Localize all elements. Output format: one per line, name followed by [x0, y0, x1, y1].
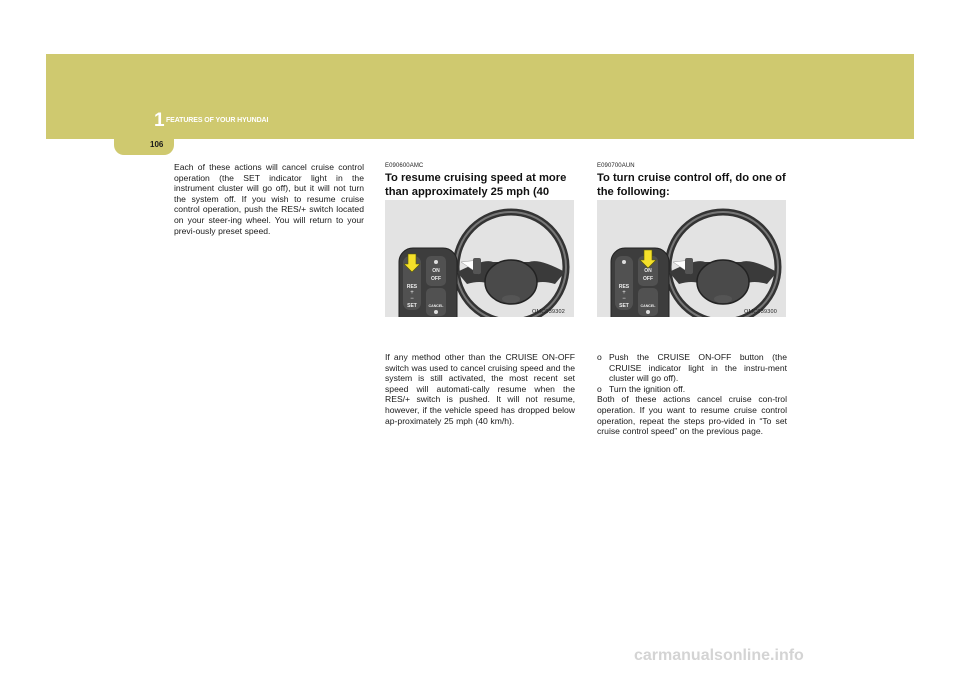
list-item	[597, 384, 787, 395]
plus-label: +	[410, 290, 414, 296]
resume-paragraph: If any method other than the CRUISE ON-OFF switch was used to cancel cruising speed and the system is still activated, the most recent set speed will automati-cally resume when the RES/+ switch is pushed. It will not resume, however, if the vehicle speed has dropped below ap-proximately 25 mph (40 km/h).	[385, 352, 575, 426]
off-label: OFF	[431, 276, 441, 282]
column-middle-body	[385, 352, 575, 426]
page-number: 106	[150, 140, 164, 149]
bullet-marker: o	[597, 383, 602, 394]
set-label: SET	[407, 303, 417, 309]
page-number-tab	[114, 133, 174, 155]
figure-caption: OMC039302	[532, 309, 565, 315]
list-item-text: Turn the ignition off.	[609, 383, 686, 394]
header-band	[46, 54, 914, 139]
steering-wheel-figure-off	[597, 200, 786, 317]
cancel-label: CANCEL	[428, 304, 444, 308]
section-code: E090700AUN	[597, 163, 635, 169]
on-label: ON	[432, 268, 440, 274]
off-paragraph: Both of these actions cancel cruise con-trol operation. If you want to resume cruise control operation, repeat the steps pro-vided in “To set cruise control speed” on the previous page.	[597, 394, 787, 437]
section-title: FEATURES OF YOUR HYUNDAI	[166, 117, 269, 124]
cancel-label: CANCEL	[640, 304, 656, 308]
steering-wheel-figure-resume	[385, 200, 574, 317]
set-label: SET	[619, 303, 629, 309]
watermark: carmanualsonline.info	[634, 647, 804, 664]
bullet-marker: o	[597, 352, 602, 362]
section-heading: To turn cruise control off, do one of the following:	[597, 172, 786, 198]
figure-caption: OMC039300	[744, 309, 777, 315]
plus-label: +	[622, 290, 626, 296]
on-label: ON	[644, 268, 652, 274]
minus-label: −	[622, 296, 626, 302]
cancel-note-paragraph: Each of these actions will cancel cruise control operation (the SET indicator light in the instrument cluster will go off), but it will not turn the system off. If you wish to resume cruise control operation, push the RES/+ switch located on your steer-ing wheel. You will return to your previ-ously preset speed.	[174, 162, 364, 236]
column-right-body	[597, 352, 787, 437]
column-left	[174, 162, 364, 236]
section-number: 1	[154, 110, 165, 131]
list-item	[597, 352, 787, 384]
column-right	[597, 163, 787, 199]
off-options-list	[597, 352, 787, 394]
section-code: E090600AMC	[385, 163, 424, 169]
off-label: OFF	[643, 276, 653, 282]
res-label: RES	[618, 284, 630, 290]
section-heading: To resume cruising speed at more than approximately 25 mph (40	[385, 172, 567, 198]
minus-label: −	[410, 296, 414, 302]
res-label: RES	[406, 284, 418, 290]
list-item-text: Push the CRUISE ON-OFF button (the CRUISE indicator light in the instru-ment cluster will go off).	[609, 352, 787, 384]
